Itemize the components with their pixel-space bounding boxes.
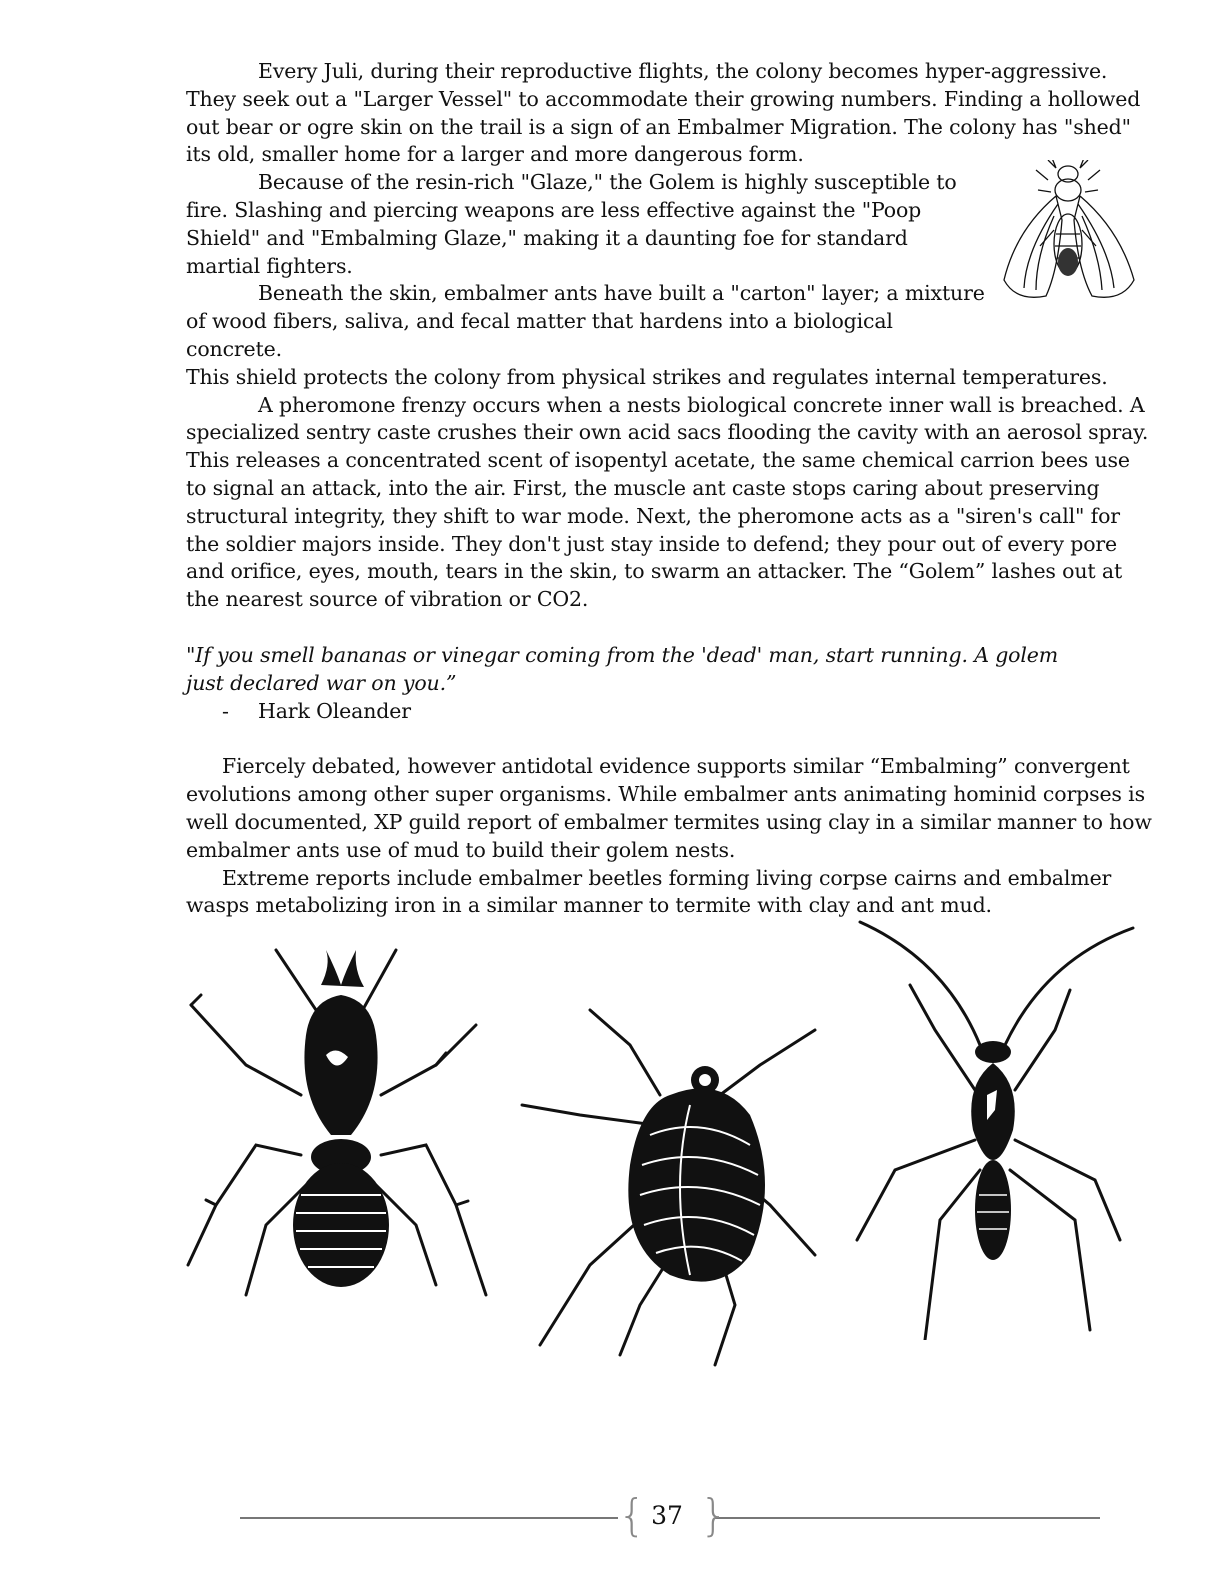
paragraph-convergent-evolution: Fiercely debated, however antidotal evidence supports similar “Embalming” convergent evolutions among other super organisms. While embalmer ants animating hominid corpses is well documented, XP guild report of embalmer termites using clay in a similar manner to how embalmer ants use of mud to build their golem nests. (186, 754, 1152, 862)
beetle-illustration (520, 1005, 820, 1370)
paragraph-carton-layer: Beneath the skin, embalmer ants have built a "carton" layer; a mixture of wood fibers, saliva, and fecal matter that hardens into a biological concrete. (186, 281, 985, 361)
footer-rule-right (715, 1517, 1100, 1519)
quote-attribution (186, 698, 1154, 726)
footer-bracket-left: { (618, 1490, 646, 1541)
wasp-illustration (855, 920, 1135, 1340)
footer-bracket-right: } (700, 1490, 728, 1541)
paragraph-extreme-reports: Extreme reports include embalmer beetles forming living corpse cairns and embalmer wasps metabolizing iron in a similar manner to termite with clay and ant mud. (186, 865, 1112, 918)
pull-quote: "If you smell bananas or vinegar coming from the 'dead' man, start running. A golem just declared war on you.” (186, 642, 1059, 695)
winged-ant-illustration (996, 160, 1141, 305)
termite-illustration (186, 945, 496, 1305)
paragraph-pheromone-frenzy: A pheromone frenzy occurs when a nests biological concrete inner wall is breached. A specialized sentry caste crushes their own acid sacs flooding the cavity with an aerosol spray. This releases a concentrated scent of isopentyl acetate, the same chemical carrion bees use to signal an attack, into the air. First, the muscle ant caste stops caring about preserving structural integrity, they shift to war mode. Next, the pheromone acts as a "siren's call" for the soldier majors inside. They don't just stay inside to defend; they pour out of every pore and orifice, eyes, mouth, tears in the skin, to swarm an attacker. The “Golem” lashes out at the nearest source of vibration or CO2. (186, 392, 1149, 612)
paragraph-reproductive-flights: Every Juli, during their reproductive flights, the colony becomes hyper-aggressive. They seek out a "Larger Vessel" to accommodate their growing numbers. Finding a hollowed out bear or ogre skin on the trail is a sign of an Embalmer Migration. The colony has "shed" its old, smaller home for a larger and more dangerous form. (186, 59, 1141, 167)
attribution-name: Hark Oleander (258, 698, 411, 723)
footer-rule-left (240, 1517, 618, 1519)
paragraph-glaze: Because of the resin-rich "Glaze," the Golem is highly susceptible to fire. Slashing and piercing weapons are less effective against the "Poop Shield" and "Embalming Glaze," making it a daunting foe for standard martial fighters. (186, 170, 957, 278)
page-number: 37 (651, 1501, 683, 1530)
attribution-dash: - (222, 698, 229, 723)
paragraph-shield: This shield protects the colony from physical strikes and regulates internal temperatures. (186, 364, 1108, 389)
